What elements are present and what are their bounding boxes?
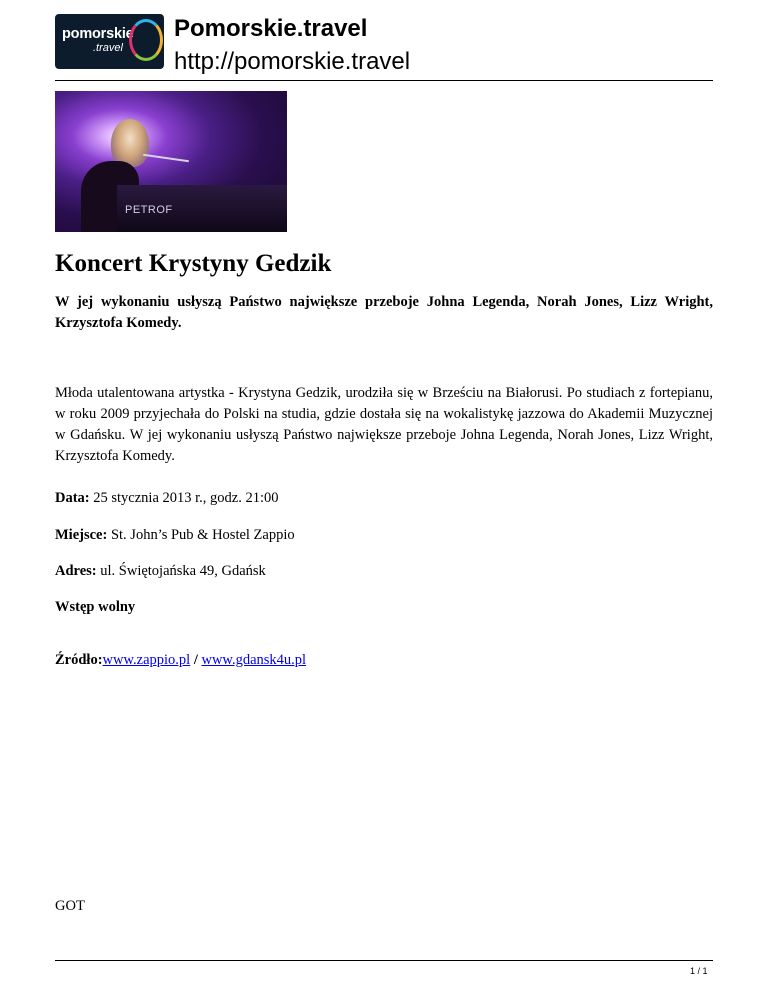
footer-divider	[55, 960, 713, 961]
performer-head	[111, 119, 149, 167]
article-lead: W jej wykonaniu usłyszą Państwo największe przeboje Johna Legenda, Norah Jones, Lizz Wright, Krzysztofa Komedy.	[55, 294, 713, 331]
article-author: GOT	[55, 898, 85, 914]
date-value: 25 stycznia 2013 r., godz. 21:00	[89, 490, 279, 506]
entry-text: Wstęp wolny	[55, 599, 136, 615]
site-url[interactable]: http://pomorskie.travel	[174, 48, 411, 75]
event-address	[55, 561, 266, 582]
source-label: Źródło:	[55, 652, 103, 668]
page-header	[55, 14, 713, 80]
place-label: Miejsce:	[55, 527, 108, 543]
event-entry	[55, 597, 135, 618]
source-link-gdansk4u[interactable]: www.gdansk4u.pl	[201, 652, 307, 668]
pomorskie-travel-logo[interactable]	[55, 14, 164, 69]
piano-brand: PETROF	[125, 204, 173, 216]
logo-ring-icon	[129, 19, 163, 61]
logo-text: pomorskie	[62, 26, 134, 42]
source-line	[55, 650, 306, 671]
microphone	[143, 154, 189, 162]
logo-subtext: .travel	[93, 42, 123, 54]
address-value: ul. Świętojańska 49, Gdańsk	[96, 563, 266, 579]
page-number: 1 / 1	[690, 966, 708, 976]
source-separator: /	[190, 652, 202, 668]
header-divider	[55, 80, 713, 81]
place-value: St. John’s Pub & Hostel Zappio	[107, 527, 295, 543]
date-label: Data:	[55, 490, 90, 506]
event-date	[55, 488, 279, 509]
article-title: Koncert Krystyny Gedzik	[55, 250, 332, 277]
concert-photo	[55, 91, 287, 232]
address-label: Adres:	[55, 563, 97, 579]
article-body: Młoda utalentowana artystka - Krystyna Gedzik, urodziła się w Brześciu na Białorusi. Po studiach z fortepianu, w roku 2009 przyjechała do Polski na studia, gdzie dostała się na wokalistykę jazzowa do Akademii Muzycznej w Gdańsku. W jej wykonaniu usłyszą Państwo największe przeboje Johna Legenda, Norah Jones, Lizz Wright, Krzysztofa Komedy.	[55, 385, 713, 464]
site-title: Pomorskie.travel	[174, 15, 368, 42]
source-link-zappio[interactable]: www.zappio.pl	[102, 652, 191, 668]
event-place	[55, 525, 295, 546]
